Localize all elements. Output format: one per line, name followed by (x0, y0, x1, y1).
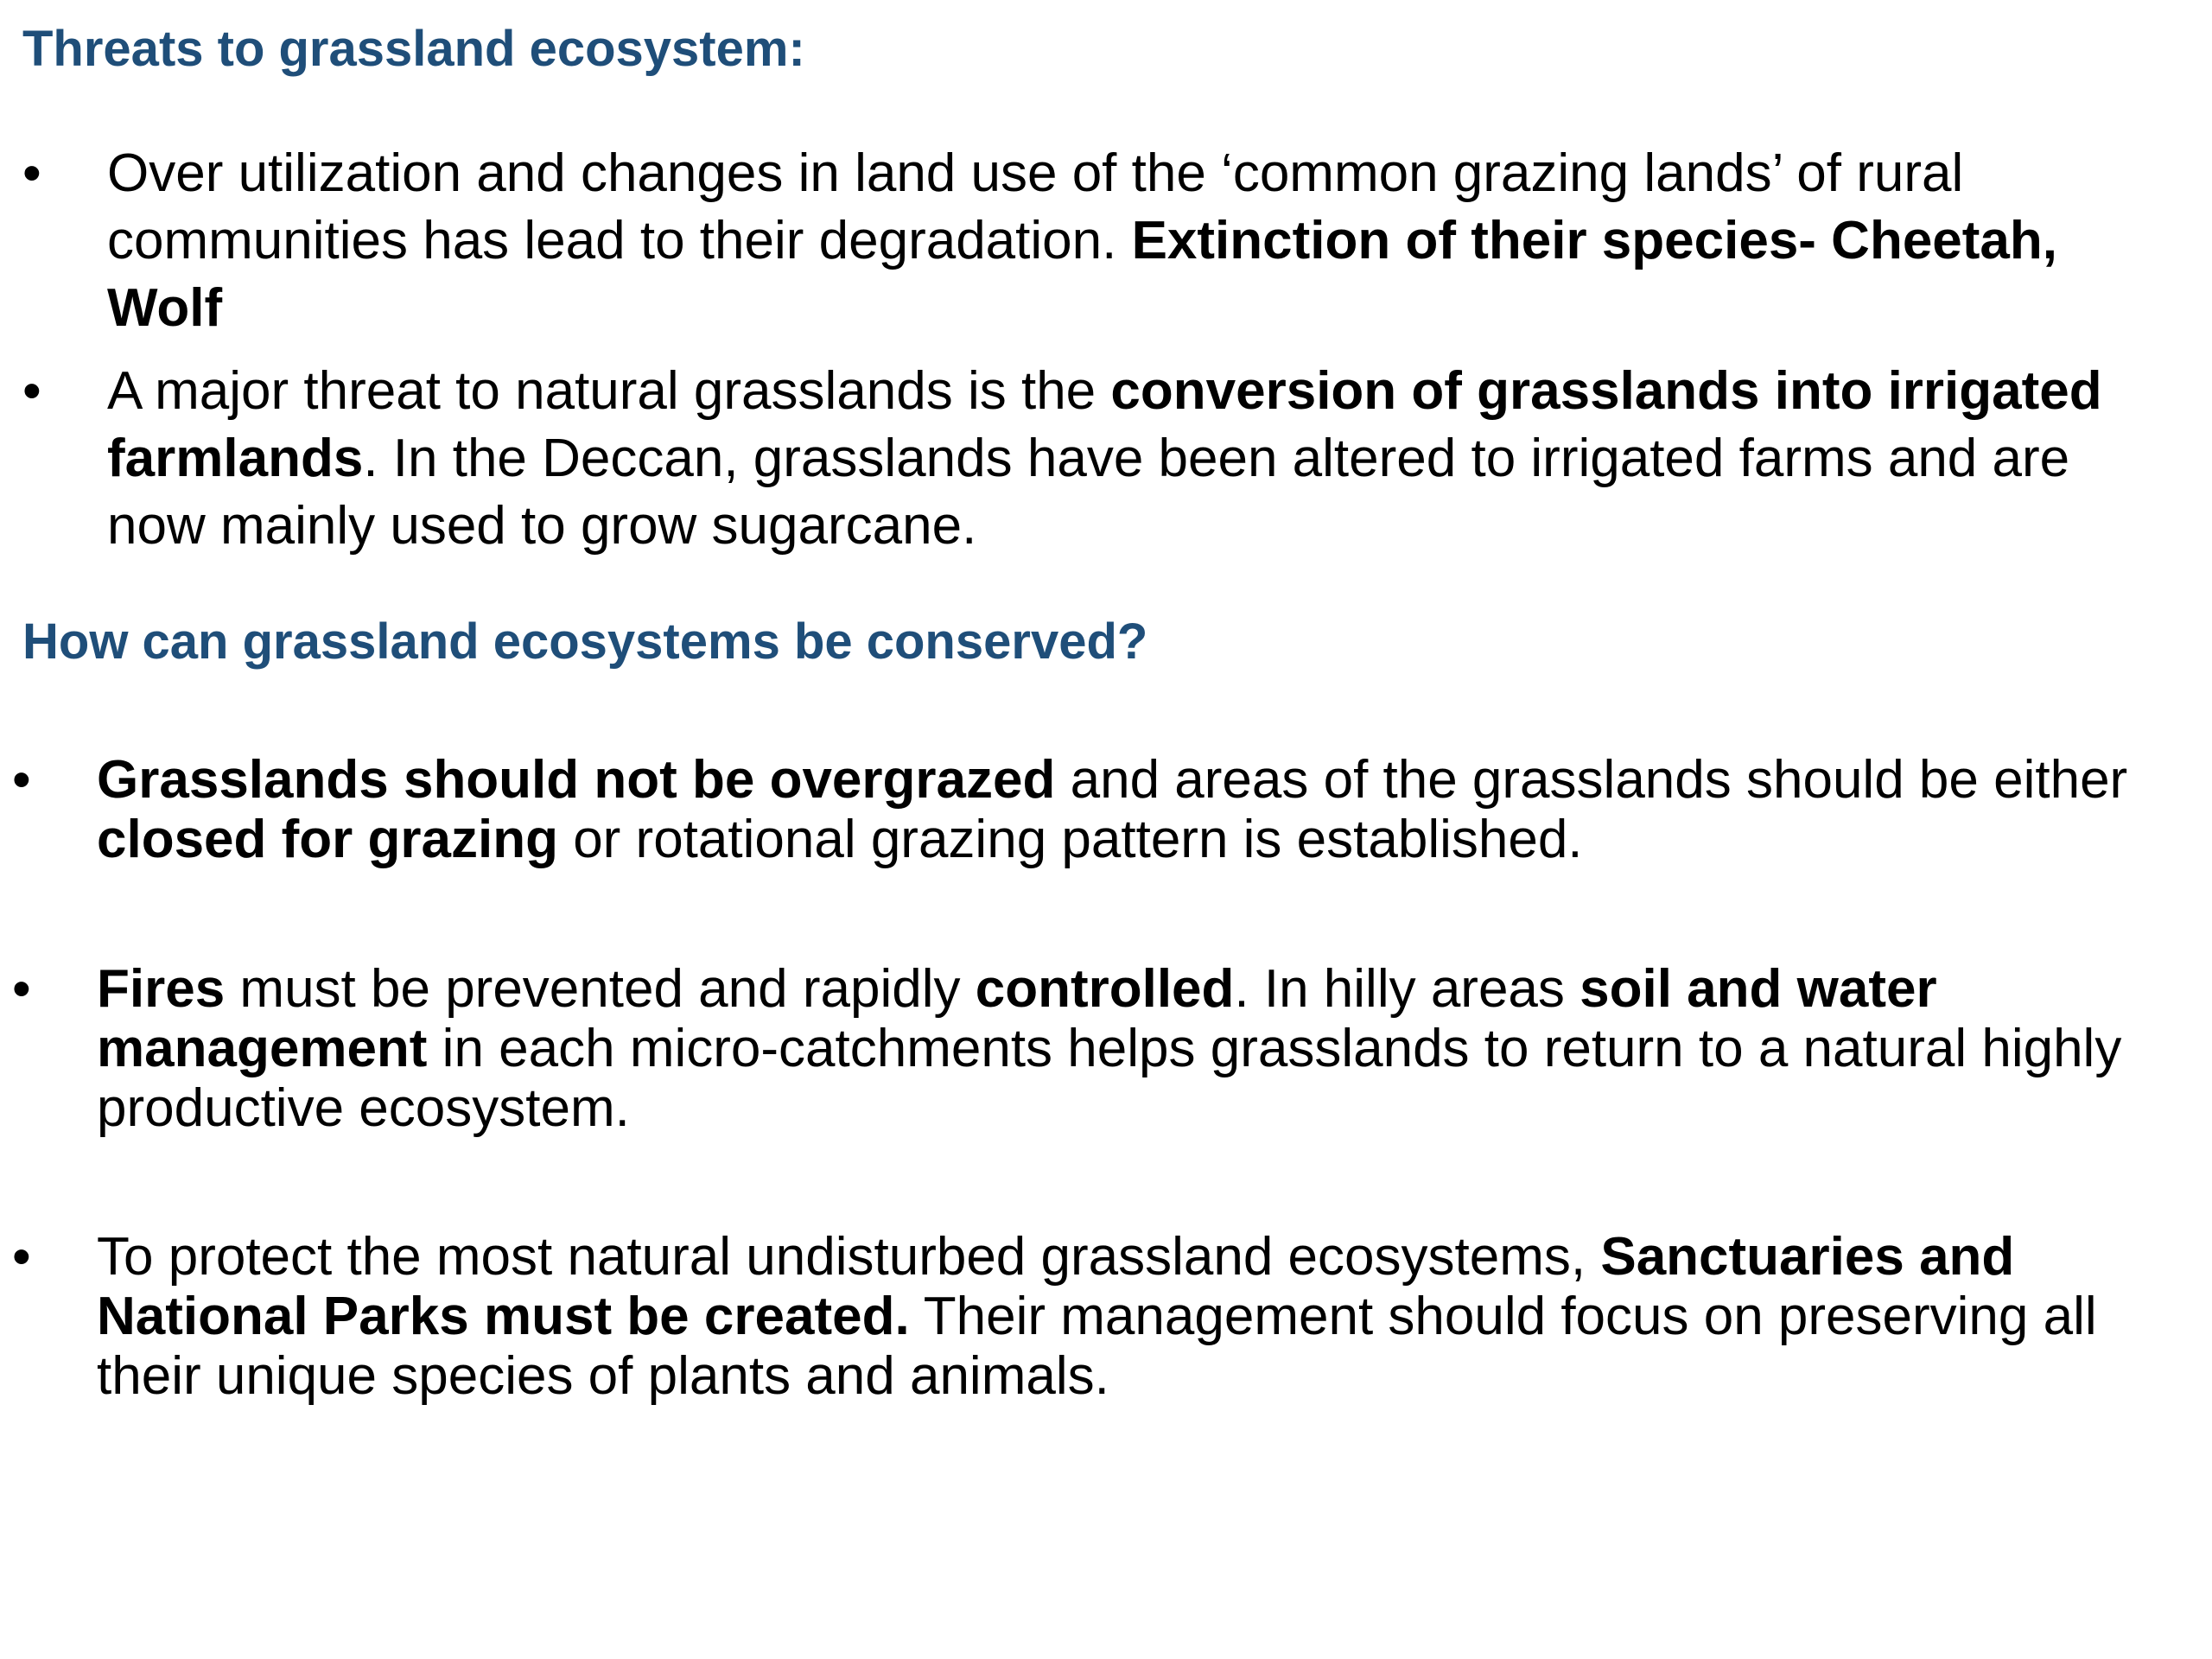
bold-text-run: Sanctuaries and National Parks must be created. (97, 1227, 2015, 1346)
text-run: . In the Deccan, grasslands have been altered to irrigated farms and are now mainly used to grow sugarcane. (107, 429, 2070, 556)
bullet-text (107, 143, 2057, 338)
bold-text-run: closed for grazing (97, 810, 558, 869)
text-run: A major threat to natural grasslands is the (107, 361, 1111, 421)
bold-text-run: conversion of grasslands into irrigated farmlands (107, 361, 2102, 488)
bullet-text (107, 361, 2102, 556)
bullet-text (97, 959, 2121, 1138)
bullet-dot-icon: • (12, 1227, 31, 1287)
text-run: Over utilization and changes in land use of the ‘common grazing lands’ of rural communities has lead to their degradation. (107, 143, 1964, 270)
text-run: in each micro-catchments helps grasslands to return to a natural highly productive ecosystem. (97, 1019, 2122, 1138)
text-run: Their management should focus on preserving all their unique species of plants and animals. (97, 1287, 2097, 1406)
text-run: and areas of the grasslands should be either (1055, 750, 2128, 810)
bullet-text (97, 1227, 2097, 1406)
bold-text-run: Extinction of their species- Cheetah, Wolf (107, 211, 2058, 338)
bold-text-run: soil and water management (97, 959, 1937, 1078)
bullet-item (12, 959, 2198, 1138)
bullet-dot-icon: • (22, 143, 41, 203)
text-run: or rotational grazing pattern is established. (557, 810, 1583, 869)
bullet-item (12, 750, 2198, 869)
bullet-item (22, 140, 2183, 342)
conservation-heading: How can grassland ecosystems be conserved? (22, 613, 1148, 670)
bold-text-run: Fires (97, 959, 226, 1019)
text-run: . In hilly areas (1234, 959, 1580, 1019)
text-run: To protect the most natural undisturbed grassland ecosystems, (97, 1227, 1601, 1287)
bullet-item (22, 358, 2183, 560)
threats-bullet-list (22, 140, 2183, 575)
bullet-text (97, 750, 2127, 869)
bullet-dot-icon: • (22, 361, 41, 421)
bold-text-run: Grasslands should not be overgrazed (97, 750, 1056, 810)
bullet-dot-icon: • (12, 750, 31, 810)
bold-text-run: controlled (975, 959, 1235, 1019)
bullet-item (12, 1227, 2198, 1406)
threats-heading: Threats to grassland ecosystem: (22, 21, 805, 77)
text-run: must be prevented and rapidly (225, 959, 976, 1019)
conservation-bullet-list (12, 750, 2198, 1406)
bullet-dot-icon: • (12, 959, 31, 1019)
